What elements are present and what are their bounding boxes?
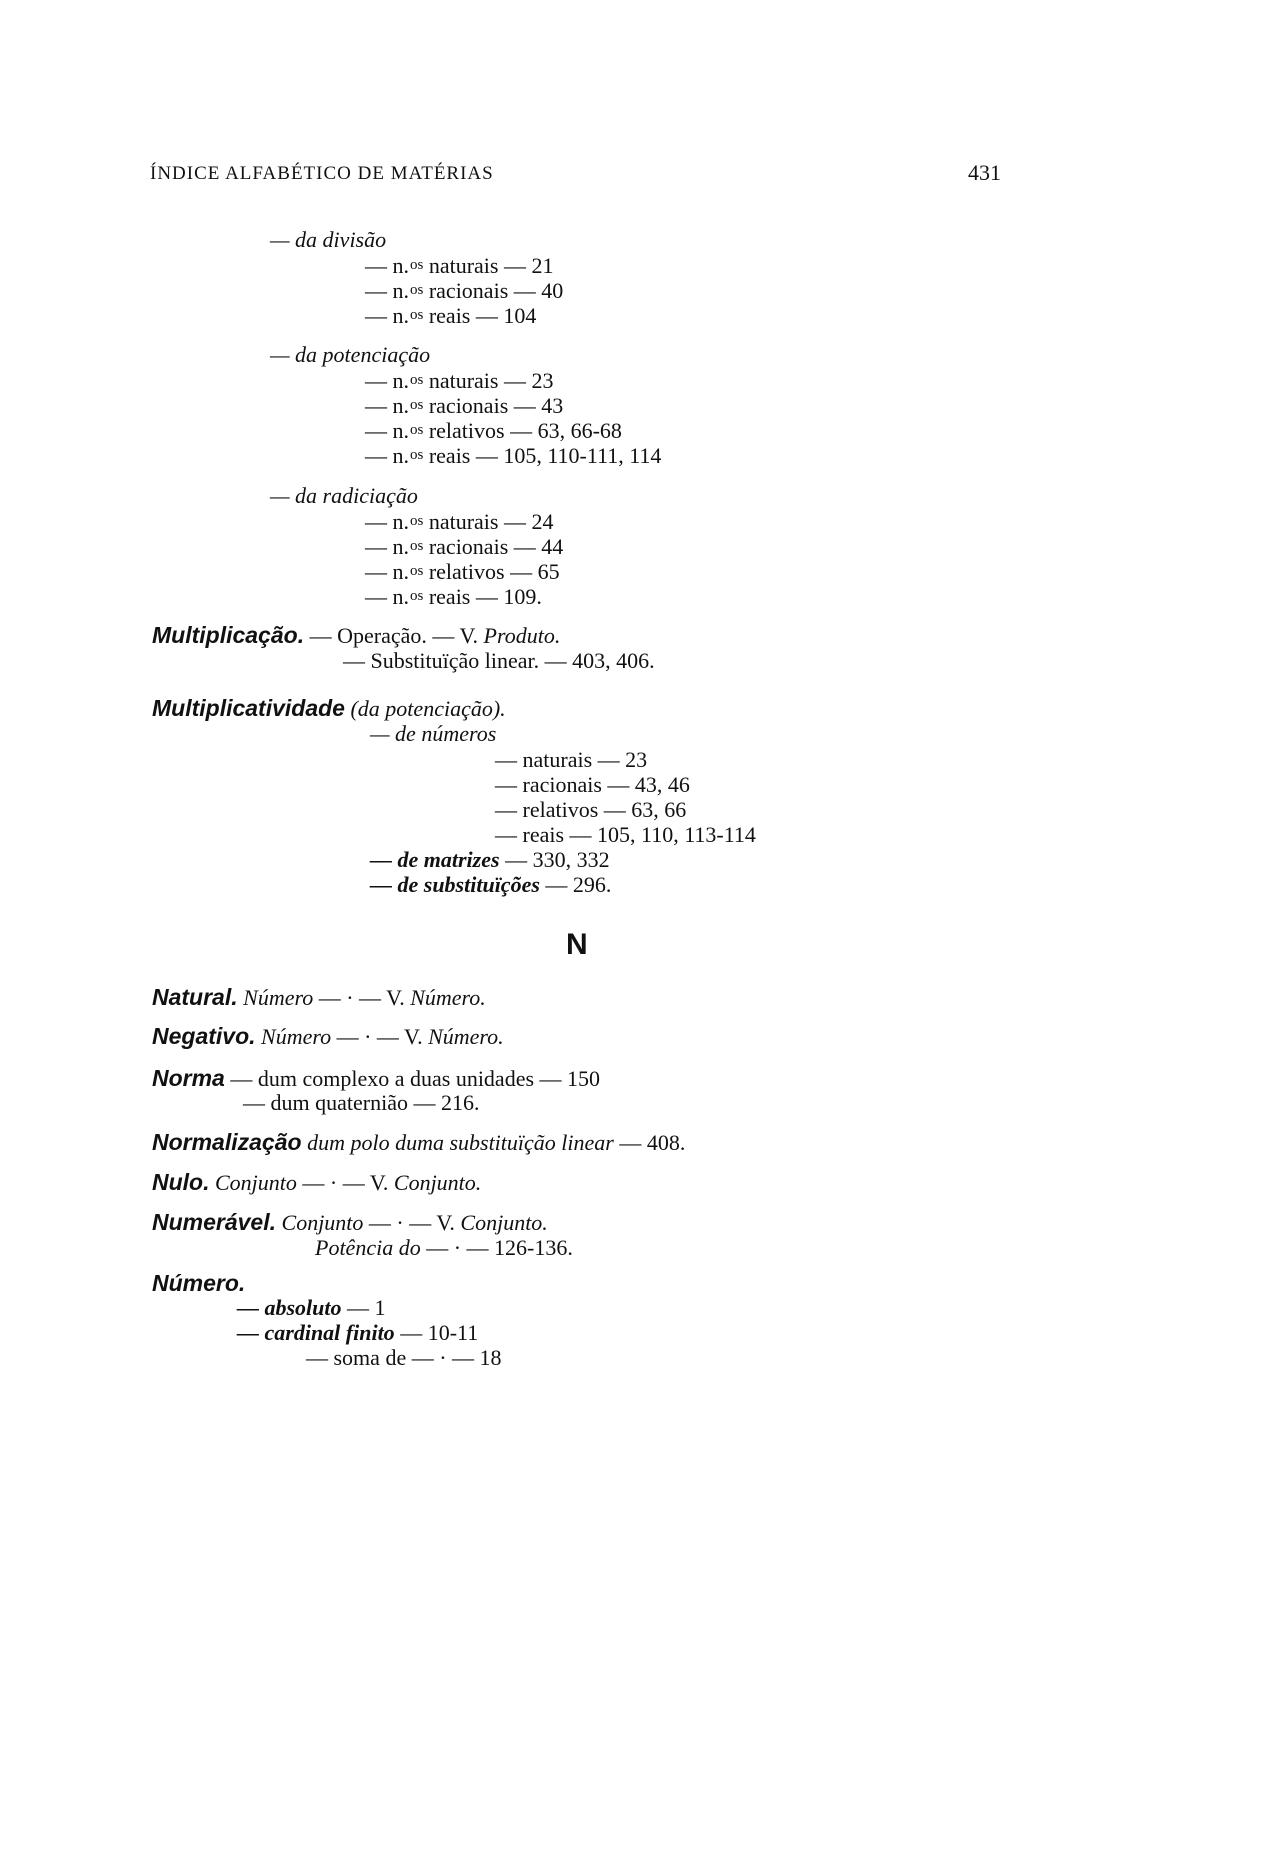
entry-numeravel: Numerável. Conjunto — · — V. Conjunto. (152, 1209, 548, 1235)
subentry-divisao: — da divisão (270, 227, 387, 252)
list-item: — absoluto — 1 (237, 1295, 386, 1320)
list-item: — dum quaternião — 216. (243, 1090, 480, 1115)
list-item: — n.$^{os}$ relativos — 65 (365, 559, 560, 584)
list-item: — n.$^{os}$ reais — 104 (365, 303, 537, 328)
list-item: — n.$^{os}$ racionais — 40 (365, 278, 564, 303)
list-item: — n.$^{os}$ relativos — 63, 66-68 (365, 418, 622, 443)
running-header: ÍNDICE ALFABÉTICO DE MATÉRIAS (150, 163, 494, 184)
section-letter: N (566, 928, 588, 961)
entry-numero: Número. (152, 1270, 246, 1296)
list-item: — relativos — 63, 66 (495, 797, 687, 822)
list-item: — n.$^{os}$ naturais — 24 (365, 509, 554, 534)
entry-multiplicacao: Multiplicação. — Operação. — V. Produto. (152, 622, 561, 648)
subentry-radiciacao: — da radiciação (270, 483, 418, 508)
list-item: — de substituïções — 296. (370, 872, 612, 897)
entry-normalizacao: Normalização dum polo duma substituïção linear — 408. (152, 1129, 686, 1155)
subentry-potenciacao: — da potenciação (270, 342, 431, 367)
list-item: — n.$^{os}$ reais — 109. (365, 584, 542, 609)
list-item: — Substituïção linear. — 403, 406. (343, 648, 655, 673)
list-item: — soma de — · — 18 (306, 1345, 502, 1370)
entry-natural: Natural. Número — · — V. Número. (152, 984, 486, 1010)
list-item: — naturais — 23 (495, 747, 648, 772)
list-item: — n.$^{os}$ naturais — 23 (365, 368, 554, 393)
list-item: — cardinal finito — 10-11 (237, 1320, 479, 1345)
subentry-de-numeros: — de números (370, 721, 497, 746)
list-item: — n.$^{os}$ racionais — 44 (365, 534, 564, 559)
list-item: — n.$^{os}$ racionais — 43 (365, 393, 564, 418)
list-item: — reais — 105, 110, 113-114 (495, 822, 756, 847)
list-item: — racionais — 43, 46 (495, 772, 690, 797)
list-item: Potência do — · — 126-136. (315, 1235, 573, 1260)
list-item: — n.$^{os}$ naturais — 21 (365, 253, 554, 278)
list-item: — n.$^{os}$ reais — 105, 110-111, 114 (365, 443, 662, 468)
entry-nulo: Nulo. Conjunto — · — V. Conjunto. (152, 1169, 482, 1195)
entry-negativo: Negativo. Número — · — V. Número. (152, 1023, 504, 1049)
list-item: — de matrizes — 330, 332 (370, 847, 610, 872)
entry-norma: Norma — dum complexo a duas unidades — 150 (152, 1065, 601, 1091)
page-number: 431 (968, 160, 1001, 185)
entry-multiplicatividade: Multiplicatividade (da potenciação). (152, 695, 506, 721)
